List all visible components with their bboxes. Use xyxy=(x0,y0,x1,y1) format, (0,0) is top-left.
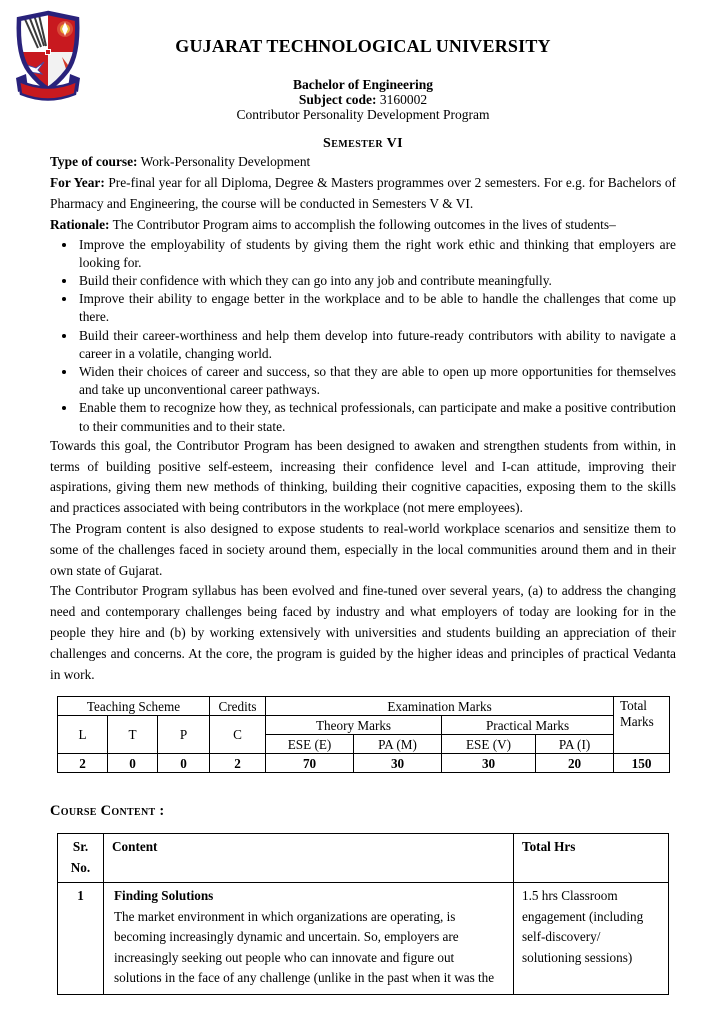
rationale-bullet: • Build their confidence with which they can go into any job and contribute meaningfully. xyxy=(77,272,676,290)
semester-heading: Semester VI xyxy=(323,136,403,152)
subject-code-line xyxy=(50,93,676,108)
total-hrs-column-header: Total Hrs xyxy=(514,834,669,883)
rationale-bullet-list xyxy=(50,236,676,436)
ese-v-header: ESE (V) xyxy=(442,735,536,754)
value-pa-i: 20 xyxy=(536,754,614,773)
value-total: 150 xyxy=(614,754,670,773)
total-marks-header: Total Marks xyxy=(614,697,670,754)
rationale-paragraph xyxy=(50,215,676,236)
row-content-cell xyxy=(104,883,514,995)
for-year-text: Pre-final year for all Diploma, Degree & Masters programmes over 2 semesters. For e.g. for Bachelors of Pharmacy and Engineering, the course will be conducted in Semesters V & VI. xyxy=(50,175,676,211)
col-header-t: T xyxy=(108,716,158,754)
program-content-paragraph: The Program content is also designed to expose students to real-world workplace scenarios and sensitize them to some of the challenges faced in society around them, especially in the local communities around them and in their own state of Gujarat. xyxy=(50,521,676,578)
col-header-c: C xyxy=(210,716,266,754)
theory-marks-header: Theory Marks xyxy=(266,716,442,735)
pa-i-header: PA (I) xyxy=(536,735,614,754)
teaching-scheme-table xyxy=(57,696,670,773)
for-year-label: For Year: xyxy=(50,175,105,191)
for-year-paragraph xyxy=(50,173,676,215)
col-header-l: L xyxy=(58,716,108,754)
type-of-course-value: Work-Personality Development xyxy=(140,154,311,170)
rationale-intro-text: The Contributor Program aims to accomplish the following outcomes in the lives of students– xyxy=(112,216,616,232)
type-of-course-line xyxy=(50,152,676,173)
rationale-bullet: • Enable them to recognize how they, as technical professionals, can participate and make a positive contribution to their communities and to their state. xyxy=(77,399,676,435)
degree-line: Bachelor of Engineering xyxy=(293,77,433,92)
value-c: 2 xyxy=(210,754,266,773)
subject-code-value: 3160002 xyxy=(379,91,428,107)
value-t: 0 xyxy=(108,754,158,773)
goal-paragraph: Towards this goal, the Contributor Program has been designed to awaken and strengthen students from within, in terms of building positive self-esteem, increasing their confidence level and I-can attitude, improving their aspirations, giving them new methods of thinking, building their cognitive capacities, exposing them to the skills and practices associated with being contributors in the workplace (not mere employees). xyxy=(50,437,676,516)
value-p: 0 xyxy=(158,754,210,773)
course-content-heading: Course Content : xyxy=(50,803,165,820)
row-content-title: Finding Solutions xyxy=(114,888,214,904)
practical-marks-header: Practical Marks xyxy=(442,716,614,735)
course-content-table xyxy=(57,833,669,995)
type-of-course-label: Type of course: xyxy=(50,154,138,170)
syllabus-evolution-paragraph: The Contributor Program syllabus has been evolved and fine-tuned over several years, (a) to address the changing need and contemporary challenges being faced by industry and what employers of today are looking for in the people they hire and (b) by working extensively with universities and students building an appreciation of their challenges and concerns. At the core, the program is guided by the higher ideas and principles of practical Vedanta in work. xyxy=(50,583,676,682)
subject-code-label: Subject code: xyxy=(298,91,377,107)
content-column-header: Content xyxy=(104,834,514,883)
value-pa-m: 30 xyxy=(354,754,442,773)
credits-header: Credits xyxy=(210,697,266,716)
row-sr-no: 1 xyxy=(58,883,104,995)
teaching-scheme-header: Teaching Scheme xyxy=(58,697,210,716)
page-title: GUJARAT TECHNOLOGICAL UNIVERSITY xyxy=(175,36,551,56)
program-name-line: Contributor Personality Development Program xyxy=(236,106,490,122)
row-content-text: The market environment in which organizations are operating, is becoming increasingly dynamic and uncertain. So, employers are increasingly seeking out people who can innovate and figure out solutions in the face of any challenge (unlike in the past when it was the xyxy=(114,908,495,985)
rationale-bullet: • Improve the employability of students by giving them the right work ethic and thinking that employers are looking for. xyxy=(77,236,676,272)
rationale-bullet: • Widen their choices of career and success, so that they are able to open up more opportunities for themselves and take up unconventional career pathways. xyxy=(77,363,676,399)
value-ese-v: 30 xyxy=(442,754,536,773)
examination-marks-header: Examination Marks xyxy=(266,697,614,716)
rationale-bullet: • Improve their ability to engage better in the workplace and to be able to handle the challenges that come up there. xyxy=(77,290,676,326)
temple-emblem-icon xyxy=(57,21,73,37)
ese-e-header: ESE (E) xyxy=(266,735,354,754)
col-header-p: P xyxy=(158,716,210,754)
pa-m-header: PA (M) xyxy=(354,735,442,754)
sr-no-column-header: Sr. No. xyxy=(58,834,104,883)
university-crest-logo xyxy=(12,10,84,102)
value-l: 2 xyxy=(58,754,108,773)
row-total-hrs: 1.5 hrs Classroom engagement (including self-discovery/ solutioning sessions) xyxy=(514,883,669,995)
value-ese-e: 70 xyxy=(266,754,354,773)
rationale-label: Rationale: xyxy=(50,216,110,232)
table-row xyxy=(58,883,669,995)
rationale-bullet: • Build their career-worthiness and help them develop into future-ready contributors with ability to navigate a career in a volatile, changing world. xyxy=(77,327,676,363)
